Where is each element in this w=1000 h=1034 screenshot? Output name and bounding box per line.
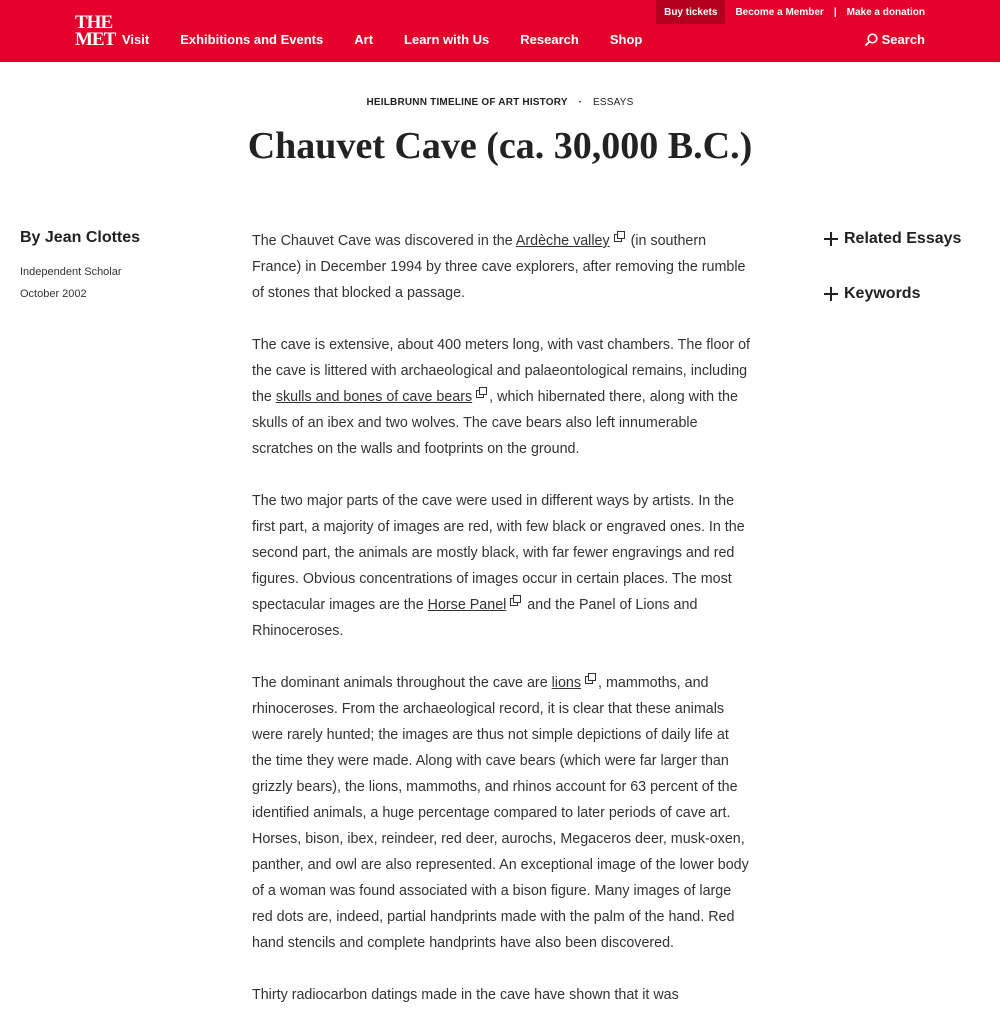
search-button[interactable]: [865, 32, 925, 47]
breadcrumb-essays-link[interactable]: ESSAYS: [593, 97, 634, 108]
paragraph-text: The Chauvet Cave was discovered in the: [252, 233, 516, 249]
paragraph-3: [252, 488, 752, 644]
paragraph-text: The dominant animals throughout the cave are: [252, 675, 552, 691]
utility-separator: |: [833, 6, 837, 18]
paragraph-text: (in southern France) in December 1994 by three cave explorers, after removing the rumble of stones that blocked a passage.: [252, 233, 746, 301]
ardeche-valley-link[interactable]: Ardèche valley: [515, 233, 610, 249]
become-member-link[interactable]: Become a Member: [735, 6, 824, 18]
publish-date: October 2002: [20, 288, 87, 300]
keywords-label: Keywords: [844, 285, 921, 302]
external-link-icon: [614, 231, 624, 241]
essay-sidebar: [824, 229, 961, 304]
related-essays-label: Related Essays: [844, 230, 962, 247]
nav-item-art[interactable]: Art: [354, 32, 374, 47]
make-donation-link[interactable]: Make a donation: [846, 6, 925, 18]
search-icon: [865, 33, 878, 46]
author-name: By Jean Clottes: [20, 229, 141, 246]
author-affiliation: Independent Scholar: [20, 266, 122, 278]
search-label: Search: [881, 32, 925, 47]
paragraph-text: and the Panel of Lions and Rhinoceroses.: [252, 597, 698, 639]
paragraph-text: , which hibernated there, along with the skulls of an ibex and two wolves. The cave bears also left innumerable scratches on the walls and footprints on the ground.: [252, 389, 738, 457]
logo-line-bottom: MET: [75, 29, 116, 50]
related-essays-toggle[interactable]: [824, 229, 961, 249]
nav-item-research[interactable]: Research: [520, 32, 579, 47]
author-block: [20, 229, 140, 305]
logo-line-top: THE: [75, 12, 113, 33]
nav-item-visit[interactable]: Visit: [122, 32, 150, 47]
cave-bear-skulls-link[interactable]: skulls and bones of cave bears: [275, 389, 473, 405]
plus-icon: [824, 287, 838, 301]
external-link-icon: [585, 673, 595, 683]
essay-body: [252, 228, 752, 1034]
nav-item-learn-with-us[interactable]: Learn with Us: [404, 32, 490, 47]
main-nav: [122, 32, 673, 47]
page-title: Chauvet Cave (ca. 30,000 B.C.): [247, 125, 753, 167]
utility-nav: [656, 0, 925, 24]
external-link-icon: [510, 595, 520, 605]
paragraph-1: [252, 228, 752, 306]
external-link-icon: [476, 387, 486, 397]
lions-link[interactable]: lions: [551, 675, 582, 691]
met-logo[interactable]: [75, 12, 116, 50]
buy-tickets-button[interactable]: Buy tickets: [656, 0, 725, 24]
keywords-toggle[interactable]: [824, 284, 961, 304]
breadcrumb-separator: ·: [578, 97, 583, 108]
horse-panel-link[interactable]: Horse Panel: [427, 597, 507, 613]
paragraph-text: The two major parts of the cave were used in different ways by artists. In the first part, a majority of images are red, with few black or engraved ones. In the second part, the animals are mostly black, with far fewer engravings and red figures. Obvious concentrations of images occur in certain places. The most spectacular images are the: [252, 493, 745, 613]
site-header: [0, 0, 1000, 62]
paragraph-2: [252, 332, 752, 462]
paragraph-text: The cave is extensive, about 400 meters long, with vast chambers. The floor of the cave is littered with archaeological and palaeontological remains, including the: [252, 337, 750, 405]
paragraph-4: [252, 670, 752, 956]
nav-item-exhibitions-and-events[interactable]: Exhibitions and Events: [180, 32, 324, 47]
breadcrumb: [0, 97, 1000, 108]
paragraph-text: , mammoths, and rhinoceroses. From the archaeological record, it is clear that these animals were rarely hunted; the images are thus not simple depictions of daily life at the time they were made. Along with cave bears (which were far larger than grizzly bears), the lions, mammoths, and rhinos account for 63 percent of the identified animals, a huge percentage compared to later periods of cave art. Horses, bison, ibex, reindeer, red deer, aurochs, Megaceros deer, musk-oxen, panther, and owl are also represented. An exceptional image of the lower body of a woman was found associated with a bison figure. Many images of large red dots are, indeed, partial handprints made with the palm of the hand. Red hand stencils and complete handprints have also been discovered.: [252, 675, 749, 951]
nav-item-shop[interactable]: Shop: [609, 32, 643, 47]
paragraph-5: Thirty radiocarbon datings made in the cave have shown that it was: [252, 987, 679, 1003]
plus-icon: [824, 232, 838, 246]
breadcrumb-section-link[interactable]: HEILBRUNN TIMELINE OF ART HISTORY: [366, 97, 568, 108]
